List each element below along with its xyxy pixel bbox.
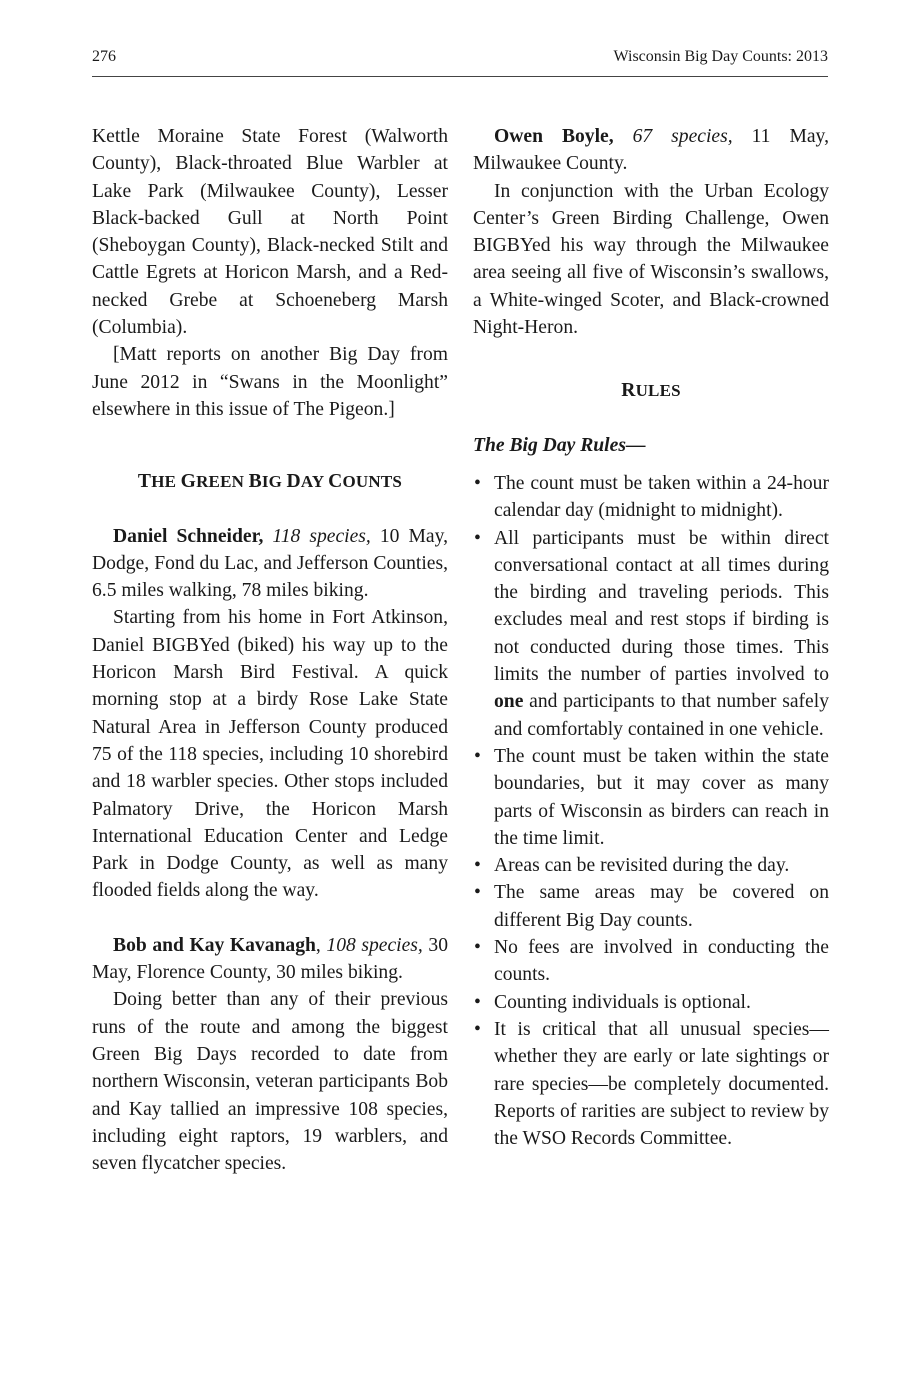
observer-name: Bob and Kay Kavanagh bbox=[113, 934, 316, 956]
rule-item: • All participants must be within direct conversational contact at all times during the birding and traveling periods. This excludes meal and rest stops if birding is not conducted during those times. This limits the number of parties involved to one and participants to that number safely and comfortably contained in one vehicle. bbox=[473, 525, 829, 743]
continued-paragraph: Kettle Moraine State Forest (Walworth County), Black-throated Blue Warbler at Lake Park (Milwaukee County), Lesser Black-backed Gull at North Point (Sheboygan County), Black-necked Stilt and Cattle Egrets at Horicon Marsh, and a Red-necked Grebe at Schoeneberg Marsh (Columbia). bbox=[92, 126, 448, 339]
rule-item: • It is critical that all unusual species—whether they are early or late sightings or rare species—be completely documented. Reports of rarities are subject to review by the WSO Records Committee. bbox=[473, 1016, 829, 1152]
rule-item: • The count must be taken within a 24-hour calendar day (midnight to midnight). bbox=[473, 470, 829, 525]
running-header bbox=[92, 48, 828, 77]
right-column bbox=[473, 123, 829, 1152]
species-count: 108 species, bbox=[326, 934, 423, 956]
rule-item: • The count must be taken within the state boundaries, but it may cover as many parts of Wisconsin as birders can reach in the time limit. bbox=[473, 743, 829, 852]
rules-heading: RULES bbox=[621, 380, 681, 402]
rule-item: • Areas can be revisited during the day. bbox=[473, 852, 829, 879]
bullet: • bbox=[474, 991, 481, 1013]
rule-item: • The same areas may be covered on different Big Day counts. bbox=[473, 879, 829, 934]
bullet: • bbox=[474, 527, 481, 549]
rule-item: • Counting individuals is optional. bbox=[473, 989, 829, 1016]
bullet: • bbox=[474, 882, 481, 904]
bullet: • bbox=[474, 472, 481, 494]
bullet: • bbox=[474, 745, 481, 767]
species-count: 67 species, bbox=[632, 126, 733, 147]
running-title: Wisconsin Big Day Counts: 2013 bbox=[613, 48, 828, 65]
rules-list bbox=[473, 470, 829, 1152]
editor-note: [Matt reports on another Big Day from June 2012 in “Swans in the Moonlight” elsewhere in this issue of The Pigeon.] bbox=[92, 344, 448, 420]
entry-body: Doing better than any of their previous runs of the route and among the biggest Green Big Days recorded to date from northern Wisconsin, veteran participants Bob and Kay tallied an impressive 108 species, including eight raptors, 19 warblers, and seven flycatcher species. bbox=[92, 989, 448, 1175]
bullet: • bbox=[474, 1018, 481, 1040]
species-count: 118 species, bbox=[272, 525, 371, 547]
section-heading: THE GREEN BIG DAY COUNTS bbox=[137, 471, 403, 493]
observer-name: Owen Boyle, bbox=[494, 126, 614, 147]
entry-schneider: Daniel Schneider, 118 species, 10 May, Dodge, Fond du Lac, and Jefferson Counties, 6.5 miles walking, 78 miles biking. bbox=[92, 525, 448, 602]
entry-body: Starting from his home in Fort Atkinson, Daniel BIGBYed (biked) his way up to the Horicon Marsh Bird Festival. A quick morning stop at a birdy Rose Lake State Natural Area in Jefferson County produced 75 of the 118 species, including 10 shorebird and 18 warbler species. Other stops included Palmatory Drive, the Horicon Marsh International Education Center and Ledge Park in Dodge County, as well as many flooded fields along the way. bbox=[92, 607, 448, 902]
left-column bbox=[92, 123, 448, 1177]
emphasis: one bbox=[494, 691, 524, 713]
bullet: • bbox=[474, 937, 481, 959]
page-number: 276 bbox=[92, 48, 116, 65]
entry-boyle: Owen Boyle, 67 species, 11 May, Milwaukee County. bbox=[473, 126, 829, 175]
entry-kavanagh: Bob and Kay Kavanagh, 108 species, 30 May, Florence County, 30 miles biking. bbox=[92, 934, 449, 984]
observer-name: Daniel Schneider, bbox=[113, 525, 264, 547]
rule-item: • No fees are involved in conducting the counts. bbox=[473, 934, 829, 989]
entry-body: In conjunction with the Urban Ecology Center’s Green Birding Challenge, Owen BIGBYed his way through the Milwaukee area seeing all five of Wisconsin’s swallows, a White-winged Scoter, and Black-crowned Night-Heron. bbox=[473, 180, 829, 339]
bullet: • bbox=[474, 855, 481, 877]
rules-subheading: The Big Day Rules— bbox=[473, 434, 646, 456]
